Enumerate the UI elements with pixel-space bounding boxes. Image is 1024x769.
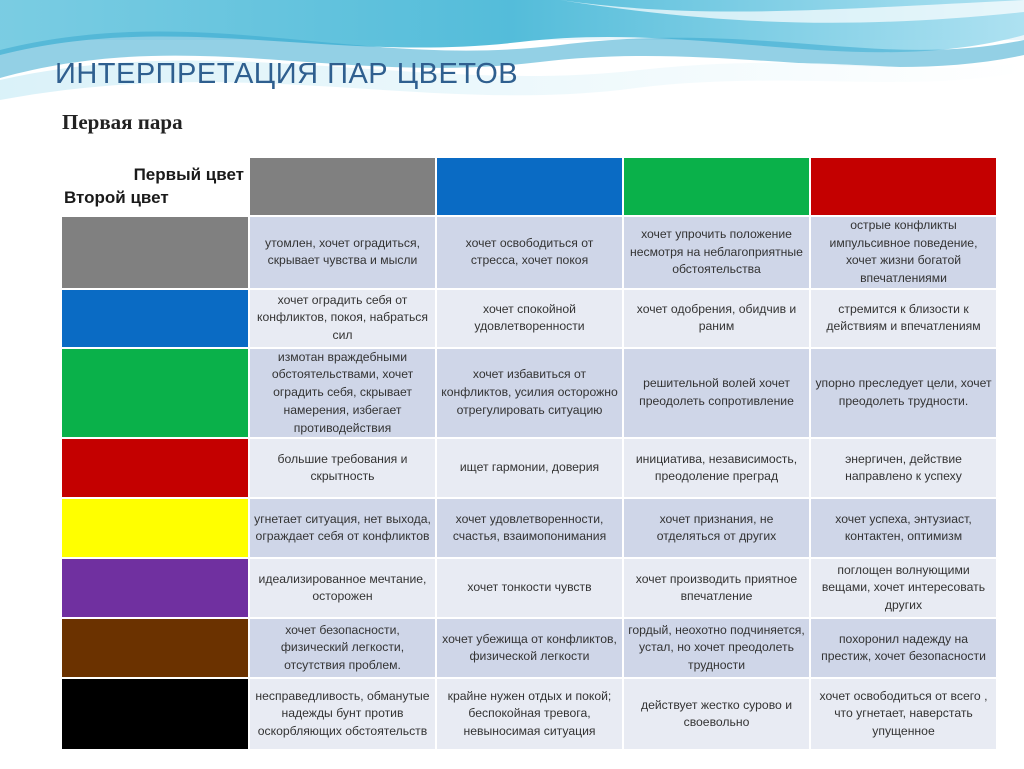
table-cell: хочет признания, не отделяться от других xyxy=(624,499,809,557)
table-cell: поглощен волнующими вещами, хочет интересовать других xyxy=(811,559,996,617)
table-cell: хочет спокойной удовлетворенности xyxy=(437,290,622,347)
row-swatch-red xyxy=(62,439,248,497)
row-swatch-black xyxy=(62,679,248,749)
table-row xyxy=(62,619,996,677)
table-cell: крайне нужен отдых и покой; беспокойная тревога, невыносимая ситуация xyxy=(437,679,622,749)
column-swatch-green xyxy=(624,158,809,215)
column-swatch-gray xyxy=(250,158,435,215)
table-cell: хочет убежища от конфликтов, физической легкости xyxy=(437,619,622,677)
table-cell: идеализированное мечтание, осторожен xyxy=(250,559,435,617)
row-swatch-brown xyxy=(62,619,248,677)
table-cell: решительной волей хочет преодолеть сопротивление xyxy=(624,349,809,437)
table-cell: энергичен, действие направлено к успеху xyxy=(811,439,996,497)
table-cell: хочет избавиться от конфликтов, усилия осторожно отрегулировать ситуацию xyxy=(437,349,622,437)
table-row xyxy=(62,679,996,749)
section-subtitle: Первая пара xyxy=(62,110,183,134)
table-cell: хочет тонкости чувств xyxy=(437,559,622,617)
table-cell: большие требования и скрытность xyxy=(250,439,435,497)
table-cell: похоронил надежду на престиж, хочет безопасности xyxy=(811,619,996,677)
row-swatch-purple xyxy=(62,559,248,617)
table-row xyxy=(62,349,996,437)
row-swatch-yellow xyxy=(62,499,248,557)
row-swatch-gray xyxy=(62,217,248,288)
table-row xyxy=(62,290,996,347)
table-cell: инициатива, независимость, преодоление преград xyxy=(624,439,809,497)
table-cell: хочет освободиться от всего , что угнетает, наверстать упущенное xyxy=(811,679,996,749)
table-cell: хочет оградить себя от конфликтов, покоя, набраться сил xyxy=(250,290,435,347)
table-row xyxy=(62,217,996,288)
table-row xyxy=(62,439,996,497)
table-cell: несправедливость, обманутые надежды бунт против оскорбляющих обстоятельств xyxy=(250,679,435,749)
column-swatch-red xyxy=(811,158,996,215)
table-cell: хочет безопасности, физический легкости, отсутствия проблем. xyxy=(250,619,435,677)
row-swatch-green xyxy=(62,349,248,437)
table-cell: действует жестко сурово и своевольно xyxy=(624,679,809,749)
table-cell: стремится к близости к действиям и впечатлениям xyxy=(811,290,996,347)
column-swatch-blue xyxy=(437,158,622,215)
second-color-label: Второй цвет xyxy=(64,187,169,207)
table-cell: хочет удовлетворенности, счастья, взаимопонимания xyxy=(437,499,622,557)
first-color-label: Первый цвет xyxy=(133,165,244,185)
table-cell: хочет упрочить положение несмотря на неблагоприятные обстоятельства xyxy=(624,217,809,288)
table-row xyxy=(62,559,996,617)
table-cell: утомлен, хочет оградиться, скрывает чувства и мысли xyxy=(250,217,435,288)
header-row xyxy=(62,158,996,215)
page-title: ИНТЕРПРЕТАЦИЯ ПАР ЦВЕТОВ xyxy=(55,58,519,90)
table-cell: гордый, неохотно подчиняется, устал, но хочет преодолеть трудности xyxy=(624,619,809,677)
table-cell: острые конфликты импульсивное поведение, хочет жизни богатой впечатлениями xyxy=(811,217,996,288)
corner-cell xyxy=(62,158,248,215)
table-cell: угнетает ситуация, нет выхода, ограждает себя от конфликтов xyxy=(250,499,435,557)
row-swatch-blue xyxy=(62,290,248,347)
table-cell: хочет успеха, энтузиаст, контактен, оптимизм xyxy=(811,499,996,557)
table-cell: хочет производить приятное впечатление xyxy=(624,559,809,617)
table-cell: хочет освободиться от стресса, хочет покоя xyxy=(437,217,622,288)
table-row xyxy=(62,499,996,557)
table-cell: измотан враждебными обстоятельствами, хочет оградить себя, скрывает намерения, избегает противодействия xyxy=(250,349,435,437)
table-cell: ищет гармонии, доверия xyxy=(437,439,622,497)
table-cell: упорно преследует цели, хочет преодолеть трудности. xyxy=(811,349,996,437)
color-pairs-table xyxy=(60,156,998,751)
table-cell: хочет одобрения, обидчив и раним xyxy=(624,290,809,347)
